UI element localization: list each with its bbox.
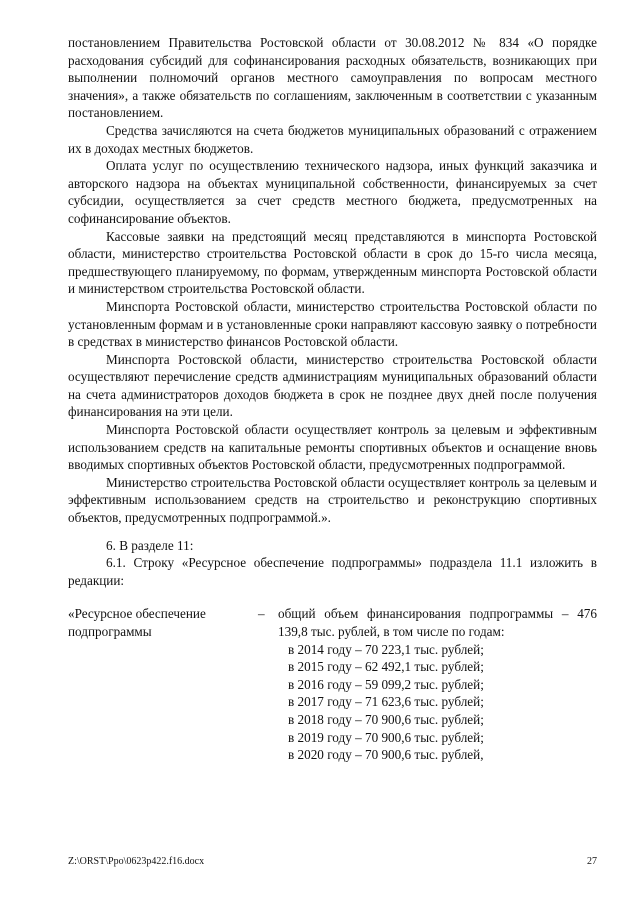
resource-label xyxy=(68,605,258,763)
page-footer xyxy=(68,856,597,867)
year-line-2018: в 2018 году – 70 900,6 тыс. рублей; xyxy=(288,711,484,727)
resource-total-line xyxy=(258,605,597,640)
footer-file-path: Z:\ORST\Ppo\0623p422.f16.docx xyxy=(68,856,205,867)
year-line-2014: в 2014 году – 70 223,1 тыс. рублей; xyxy=(288,641,484,657)
body-paragraph-7: Министерство строительства Ростовской области осуществляет контроль за целевым и эффективным использованием средств на строительство и реконструкцию спортивных объектов, предусмотренных подпрограммой.». xyxy=(68,474,597,526)
resource-label-line-1: «Ресурсное обеспечение xyxy=(68,606,206,622)
year-list xyxy=(258,641,597,764)
resource-label-line-2: подпрограммы xyxy=(68,624,152,639)
body-paragraph-3: Кассовые заявки на предстоящий месяц представляются в минспорта Ростовской области, министерство строительства Ростовской области в срок до 15-го числа месяца, предшествующего планируемому, по формам, утвержденным минспорта Ростовской области и министерством строительства Ростовской области. xyxy=(68,228,597,297)
body-paragraph-4: Минспорта Ростовской области, министерство строительства Ростовской области по установленным формам и в установленные сроки направляют кассовую заявку о потребности в средствах в министерство финансов Ростовской области. xyxy=(68,298,597,350)
year-line-2020: в 2020 году – 70 900,6 тыс. рублей, xyxy=(288,747,484,763)
body-paragraph-0: постановлением Правительства Ростовской области от 30.08.2012 № 834 «О порядке расходования субсидий для софинансирования расходных обязательств, возникающих при выполнении полномочий органов местного самоуправления по вопросам местного значения», а также обязательств по соглашениям, заключенным в соответствии с указанным постановлением. xyxy=(68,35,597,121)
spacer xyxy=(68,527,597,537)
spacer xyxy=(68,589,597,605)
year-line-2017: в 2017 году – 71 623,6 тыс. рублей; xyxy=(288,694,484,710)
resource-total: общий объем финансирования подпрограммы – 476 139,8 тыс. рублей, в том числе по годам: xyxy=(278,606,597,639)
footer-page-number: 27 xyxy=(587,856,597,867)
body-paragraph-2: Оплата услуг по осуществлению технического надзора, иных функций заказчика и авторского надзора на объектах муниципальной собственности, финансируемых за счет субсидии, осуществляется за счет средств местного бюджета, предусмотренных на софинансирование объектов. xyxy=(68,158,597,226)
section-item: 6.1. Строку «Ресурсное обеспечение подпрограммы» подраздела 11.1 изложить в редакции: xyxy=(68,555,597,588)
document-page xyxy=(68,34,597,764)
body-paragraph-1: Средства зачисляются на счета бюджетов муниципальных образований с отражением их в доходах местных бюджетов. xyxy=(68,122,597,156)
section-heading: 6. В разделе 11: xyxy=(106,537,194,553)
year-line-2015: в 2015 году – 62 492,1 тыс. рублей; xyxy=(288,659,484,675)
year-line-2019: в 2019 году – 70 900,6 тыс. рублей; xyxy=(288,729,484,745)
year-line-2016: в 2016 году – 59 099,2 тыс. рублей; xyxy=(288,676,484,692)
body-paragraph-5: Минспорта Ростовской области, министерство строительства Ростовской области осуществляют перечисление средств администрациям муниципальных образований области на счета администраторов доходов бюджета в срок не позднее двух дней после получения финансирования на эти цели. xyxy=(68,351,597,420)
body-paragraph-6: Минспорта Ростовской области осуществляет контроль за целевым и эффективным использованием средств на капитальные ремонты спортивных объектов и оснащение вновь вводимых спортивных объектов Ростовской области, предусмотренных подпрограммой. xyxy=(68,422,597,473)
resource-table xyxy=(68,605,597,763)
resource-value xyxy=(258,605,597,763)
dash-mark: – xyxy=(258,606,265,622)
